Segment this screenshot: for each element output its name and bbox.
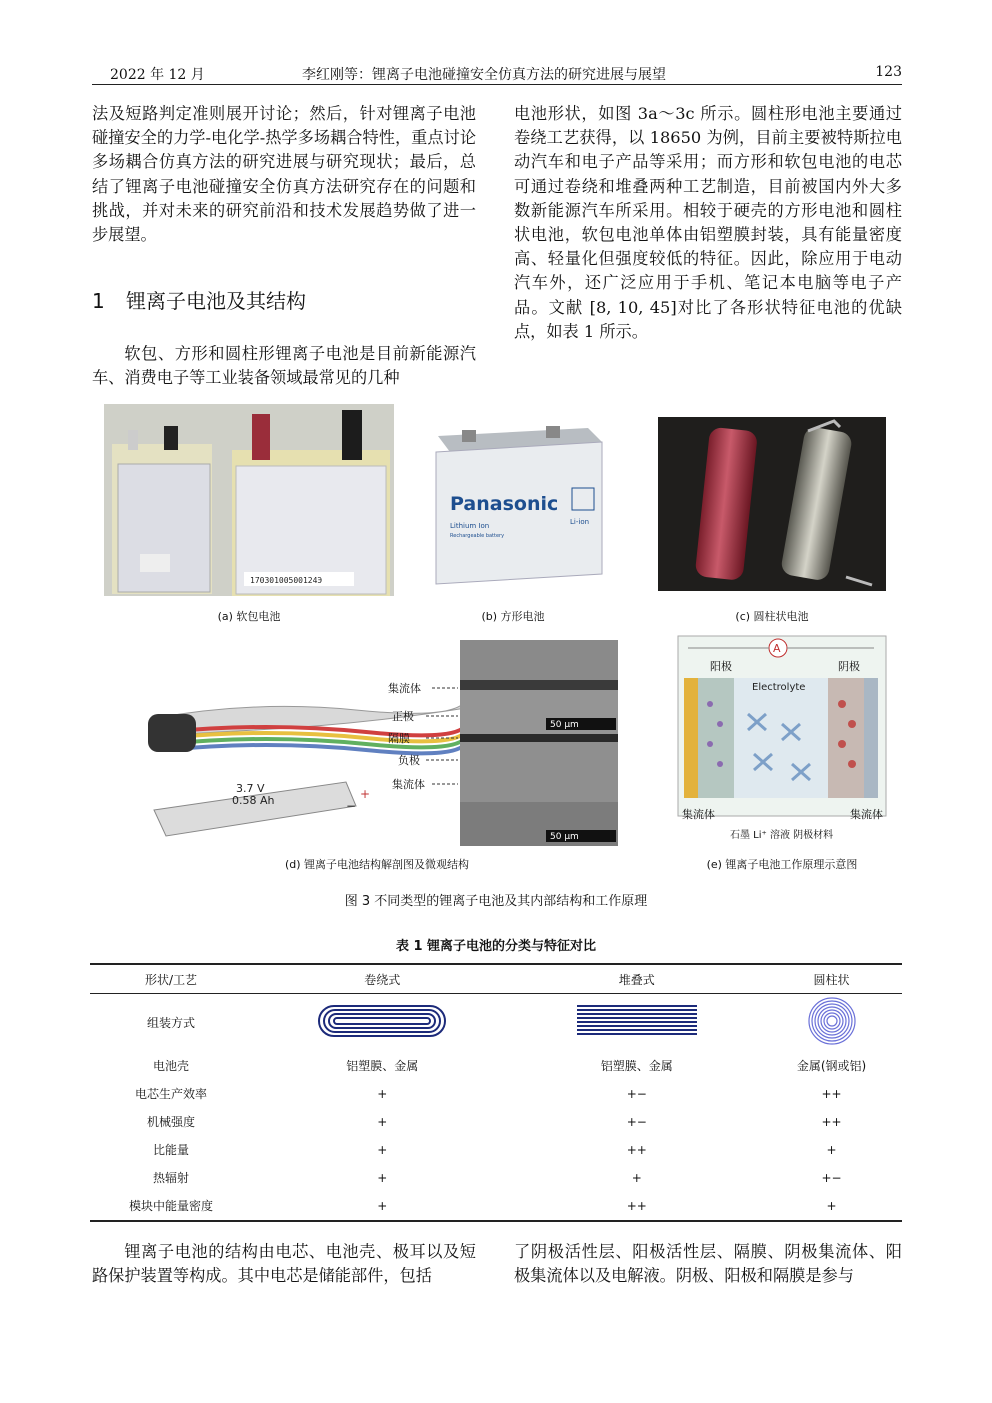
cylindrical-assembly-icon <box>761 994 902 1052</box>
paragraph-battery-types: 软包、方形和圆柱形锂离子电池是目前新能源汽车、消费电子等工业装备领域最常见的几种 <box>92 344 476 388</box>
figure-e-caption: (e) 锂离子电池工作原理示意图 <box>706 858 858 871</box>
row-label: 模块中能量密度 <box>128 1199 213 1213</box>
cell-value: + <box>377 1170 388 1185</box>
row-label: 热辐射 <box>152 1171 189 1185</box>
header-stacked: 堆叠式 <box>618 972 655 987</box>
header-wound: 卷绕式 <box>364 972 401 987</box>
cell-value: + <box>826 1198 837 1213</box>
cell-value: +− <box>626 1086 647 1101</box>
comparison-table <box>90 963 902 1222</box>
table-row <box>90 1080 902 1108</box>
label-anode-e: 阳极 <box>710 660 732 673</box>
cell-value: + <box>377 1198 388 1213</box>
running-header <box>92 62 902 85</box>
figure-a-caption: (a) 软包电池 <box>217 610 281 623</box>
li-ion-recycle-icon: Li-ion <box>570 518 590 526</box>
table-header-row <box>90 964 902 994</box>
header-page-number: 123 <box>875 64 902 80</box>
working-principle-diagram <box>674 634 890 846</box>
scale-bar-top: 50 μm <box>550 720 579 730</box>
lithium-ion-text: Lithium Ion <box>450 522 490 530</box>
table-1-caption: 表 1 锂离子电池的分类与特征对比 <box>395 939 597 954</box>
left-column-top <box>92 102 476 247</box>
figure-b-prismatic-battery <box>420 416 606 588</box>
figure-3-caption: 图 3 不同类型的锂离子电池及其内部结构和工作原理 <box>344 894 648 909</box>
label-current-collector-2: 集流体 <box>392 778 425 791</box>
table-row <box>90 1136 902 1164</box>
paragraph-structure-cont: 了阴极活性层、阳极活性层、隔膜、阴极集流体、阳极集流体以及电解液。阴极、阳极和隔膜是参与 <box>514 1242 902 1286</box>
paragraph-battery-shapes: 电池形状，如图 3a～3c 所示。圆柱形电池主要通过卷绕工艺获得，以 18650 为例，目前主要被特斯拉电动汽车和电子产品等采用；而方形和软包电池的电芯可通过卷绕和堆叠两种工艺制造，目前被国内外大多数新能源汽车所采用。相较于硬壳的方形电池和圆柱状电池，软包电池单体由铝塑膜封装，具有能量密度高、轻量化但强度较低的特征。因此，除应用于电动汽车外，还广泛应用于手机、笔记本电脑等电子产品。文献 [8, 10, 45]对比了各形状特征电池的优缺点，如表 1 所示。 <box>514 104 902 341</box>
cell-value: + <box>826 1142 837 1157</box>
electrolyte-label: Electrolyte <box>752 682 806 693</box>
figure-c-cylindrical-battery <box>658 417 886 591</box>
cell-value: 铝塑膜、金属 <box>600 1059 673 1073</box>
panasonic-logo: Panasonic <box>450 493 559 515</box>
cell-value: +− <box>821 1170 842 1185</box>
header-title: 李红刚等：锂离子电池碰撞安全仿真方法的研究进展与展望 <box>302 67 666 83</box>
row-label: 电池壳 <box>152 1059 189 1073</box>
label-current-collector-1: 集流体 <box>388 682 421 695</box>
rechargeable-text: Rechargeable battery <box>450 533 505 539</box>
bottom-left-column <box>92 1240 476 1288</box>
cell-value: + <box>377 1086 388 1101</box>
figure-a-pouch-battery <box>104 404 394 596</box>
cell-value: ++ <box>821 1086 842 1101</box>
row-label: 电芯生产效率 <box>134 1087 207 1101</box>
cell-value: 金属(钢或铝) <box>796 1059 867 1073</box>
wound-assembly-icon <box>252 994 512 1052</box>
pouch-plus-sign: + <box>360 787 371 801</box>
table-row <box>90 1192 902 1221</box>
left-column-para <box>92 342 476 390</box>
battery-capacity-label: 0.58 Ah <box>232 794 275 807</box>
header-cylindrical: 圆柱状 <box>813 972 850 987</box>
label-anode: 负极 <box>398 754 420 767</box>
row-label: 机械强度 <box>146 1115 195 1129</box>
pouch-battery-illustration <box>104 404 394 596</box>
cell-value: + <box>631 1170 642 1185</box>
paragraph-structure: 锂离子电池的结构由电芯、电池壳、极耳以及短路保护装置等构成。其中电芯是储能部件，包括 <box>92 1242 476 1286</box>
label-cathode: 正极 <box>392 710 414 723</box>
cell-value: ++ <box>626 1198 647 1213</box>
table-row <box>90 1164 902 1192</box>
table-row <box>90 1052 902 1080</box>
ammeter-icon: A <box>773 642 781 655</box>
row-label: 组装方式 <box>146 1016 195 1031</box>
bottom-right-column <box>514 1240 902 1288</box>
label-cc-left: 集流体 <box>682 808 715 821</box>
cylindrical-battery-illustration <box>658 417 886 591</box>
battery-structure-diagram <box>136 640 618 846</box>
section-heading <box>92 285 306 314</box>
cell-value: + <box>377 1142 388 1157</box>
table-row <box>90 1108 902 1136</box>
figure-d-structure <box>136 640 618 846</box>
row-label: 比能量 <box>152 1143 189 1157</box>
legend-text: 石墨 Li⁺ 溶液 阴极材料 <box>730 830 834 841</box>
figure-e-working-principle <box>674 634 890 846</box>
section-title: 锂离子电池及其结构 <box>126 289 306 313</box>
cell-value: ++ <box>626 1142 647 1157</box>
section-number: 1 <box>92 289 105 313</box>
header-date: 2022 年 12 月 <box>110 67 205 83</box>
label-cc-right: 集流体 <box>850 808 883 821</box>
figure-d-caption: (d) 锂离子电池结构解剖图及微观结构 <box>284 858 470 871</box>
label-separator: 隔膜 <box>388 732 410 745</box>
cell-value: +− <box>626 1114 647 1129</box>
scale-bar-bottom: 50 μm <box>550 832 579 842</box>
cell-value: ++ <box>821 1114 842 1129</box>
figure-c-caption: (c) 圆柱状电池 <box>735 610 809 623</box>
pouch-minus-sign: − <box>346 799 357 813</box>
label-cathode-e: 阴极 <box>838 660 860 673</box>
battery-voltage-label: 3.7 V <box>236 782 265 795</box>
paragraph-intro-end: 法及短路判定准则展开讨论；然后，针对锂离子电池碰撞安全的力学-电化学-热学多场耦合特性，重点讨论多场耦合仿真方法的研究进展与研究现状；最后，总结了锂离子电池碰撞安全仿真方法研究存在的问题和挑战，并对未来的研究前沿和技术发展趋势做了进一步展望。 <box>92 104 476 245</box>
figure-b-caption: (b) 方形电池 <box>481 610 545 623</box>
pouch-barcode-number: 17030100500124Э <box>250 576 323 585</box>
stacked-assembly-icon <box>512 994 761 1052</box>
prismatic-battery-illustration <box>420 416 606 588</box>
cell-value: + <box>377 1114 388 1129</box>
cell-value: 铝塑膜、金属 <box>346 1059 419 1073</box>
table-row <box>90 994 902 1052</box>
header-shape: 形状/工艺 <box>144 972 198 987</box>
right-column-top <box>514 102 902 344</box>
